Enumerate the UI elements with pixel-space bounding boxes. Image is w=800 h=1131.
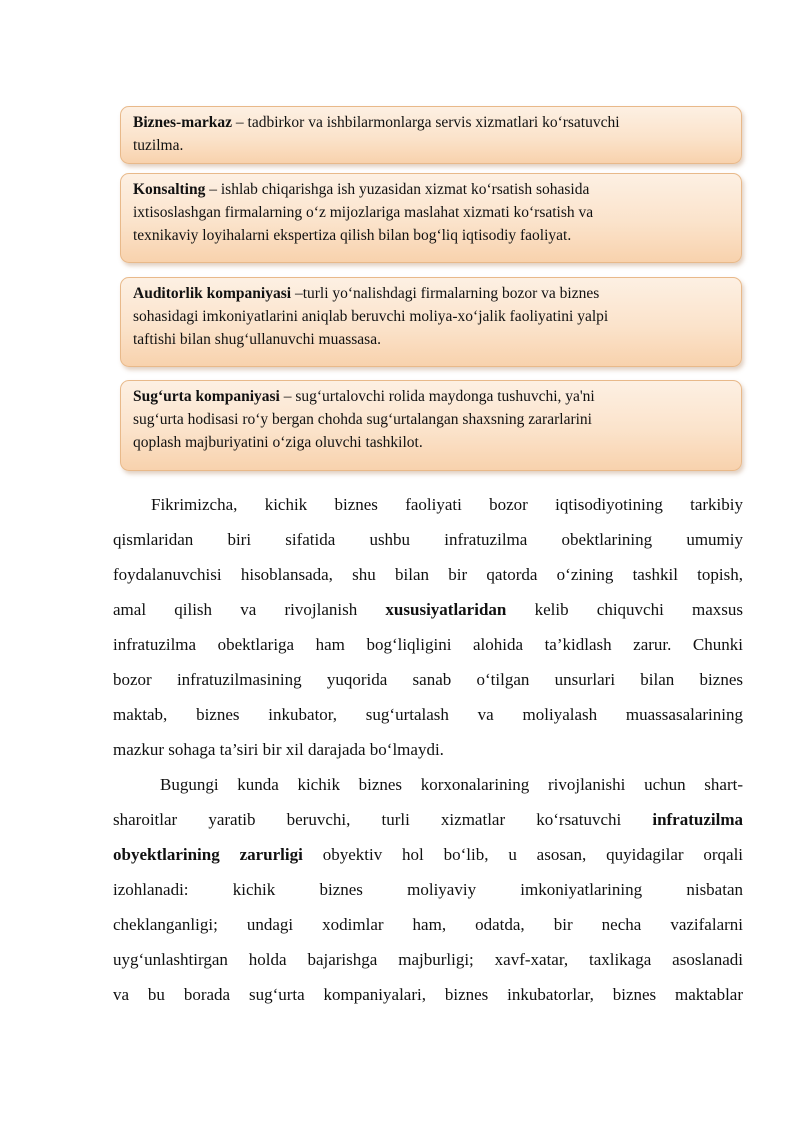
paragraph-line: bozor infratuzilmasining yuqorida sanab o‘tilgan unsurlari bilan biznes xyxy=(113,670,743,689)
definition-box-sugurta xyxy=(120,380,742,471)
paragraph-line: mazkur sohaga ta’siri bir xil darajada bo‘lmaydi. xyxy=(113,740,444,759)
text-span: obyektiv hol bo‘lib, u asosan, quyidagilar orqali xyxy=(322,845,744,864)
paragraph-line: foydalanuvchisi hisoblansada, shu bilan bir qatorda o‘zining tashkil topish, xyxy=(113,565,743,584)
text-span: sharoitlar yaratib beruvchi, turli xizmatlar ko‘rsatuvchi xyxy=(113,810,622,829)
definition-box-konsalting xyxy=(120,173,742,263)
body-paragraph-2 xyxy=(113,767,743,1012)
term-konsalting: Konsalting xyxy=(133,181,206,198)
paragraph-line: cheklanganligi; undagi xodimlar ham, odatda, bir necha vazifalarni xyxy=(113,915,743,934)
text-span: amal qilish va rivojlanish xyxy=(113,600,358,619)
bold-term: xususiyatlaridan xyxy=(385,600,507,619)
definition-text: –turli yo‘nalishdagi firmalarning bozor va biznes xyxy=(291,285,600,302)
definition-text: sug‘urta hodisasi ro‘y bergan chohda sug‘urtalangan shaxsning zararlarini xyxy=(133,411,592,428)
bold-term: obyektlarining zarurligi xyxy=(113,845,303,864)
definition-text: ixtisoslashgan firmalarning o‘z mijozlariga maslahat xizmati ko‘rsatish va xyxy=(133,204,594,221)
paragraph-line: va bu borada sug‘urta kompaniyalari, biznes inkubatorlar, biznes maktablar xyxy=(113,985,743,1004)
paragraph-line xyxy=(113,802,743,837)
paragraph-line xyxy=(113,837,743,872)
definition-text: texnikaviy loyihalarni ekspertiza qilish bilan bog‘liq iqtisodiy faoliyat. xyxy=(133,227,572,244)
paragraph-line: Fikrimizcha, kichik biznes faoliyati bozor iqtisodiyotining tarkibiy xyxy=(151,495,743,514)
term-biznes-markaz: Biznes-markaz xyxy=(133,114,233,131)
text-span: kelib chiquvchi maxsus xyxy=(534,600,744,619)
definition-text: taftishi bilan shug‘ullanuvchi muassasa. xyxy=(133,331,381,348)
paragraph-line: izohlanadi: kichik biznes moliyaviy imkoniyatlarining nisbatan xyxy=(113,880,743,899)
definition-text: sohasidagi imkoniyatlarini aniqlab beruvchi moliya-xo‘jalik faoliyatini yalpi xyxy=(133,308,609,325)
paragraph-line: maktab, biznes inkubator, sug‘urtalash va moliyalash muassasalarining xyxy=(113,705,743,724)
bold-term: infratuzilma xyxy=(652,810,743,829)
paragraph-line: Bugungi kunda kichik biznes korxonalarining rivojlanishi uchun shart- xyxy=(160,775,743,794)
definition-box-auditorlik xyxy=(120,277,742,367)
term-sugurta-kompaniyasi: Sug‘urta kompaniyasi xyxy=(133,388,280,405)
term-auditorlik-kompaniyasi: Auditorlik kompaniyasi xyxy=(133,285,292,302)
definition-text: – sug‘urtalovchi rolida maydonga tushuvchi, ya'ni xyxy=(279,388,595,405)
body-paragraph-1 xyxy=(113,487,743,767)
definition-box-biznes-markaz xyxy=(120,106,742,164)
definition-text: – ishlab chiqarishga ish yuzasidan xizmat ko‘rsatish sohasida xyxy=(205,181,590,198)
paragraph-line xyxy=(113,592,743,627)
definition-text: qoplash majburiyatini o‘ziga oluvchi tashkilot. xyxy=(133,434,423,451)
paragraph-line: qismlaridan biri sifatida ushbu infratuzilma obektlarining umumiy xyxy=(113,530,743,549)
paragraph-line: infratuzilma obektlariga ham bog‘liqligini alohida ta’kidlash zarur. Chunki xyxy=(113,635,743,654)
paragraph-line: uyg‘unlashtirgan holda bajarishga majburligi; xavf-xatar, taxlikaga asoslanadi xyxy=(113,950,743,969)
definition-text: tuzilma. xyxy=(133,137,184,154)
definition-text: – tadbirkor va ishbilarmonlarga servis xizmatlari ko‘rsatuvchi xyxy=(232,114,620,131)
